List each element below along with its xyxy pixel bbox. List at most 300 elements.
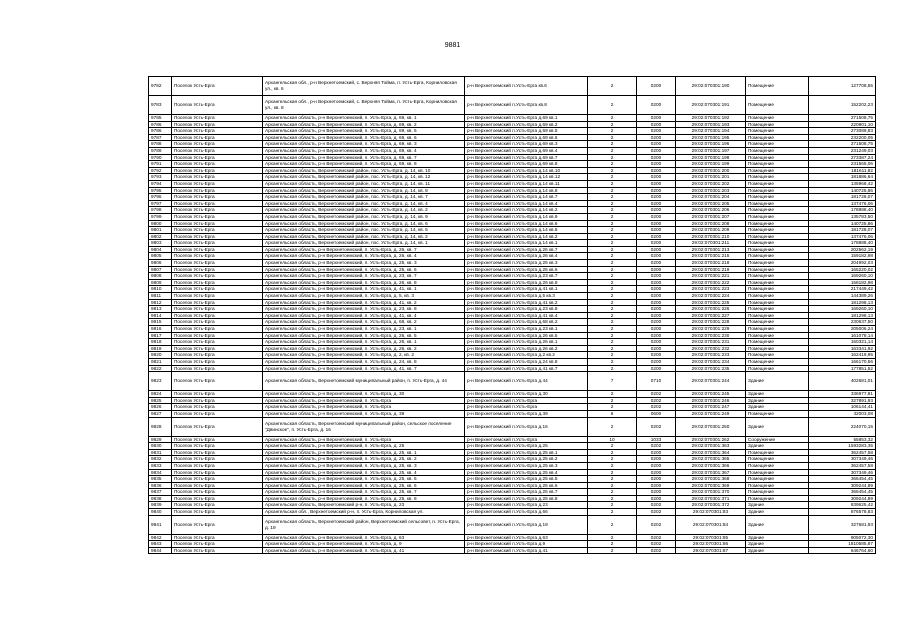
type-code: 0200 xyxy=(637,77,676,96)
full-address: Архангельская область, Верхнетоемский район, пос. Усть-Ерга, д. 14, кв. 12 xyxy=(263,174,465,181)
type-code: 0202 xyxy=(637,502,676,509)
full-address: Архангельская область, р-н Верхнетоемский, п. Усть-Ерга, д. 23, кв. 8 xyxy=(263,306,465,313)
short-address: р-н Верхнетоемский п.Усть-Ерга д.25 кв.1 xyxy=(465,449,588,456)
cadastral-value: 220901,10 xyxy=(809,121,876,128)
type-code: 0200 xyxy=(637,187,676,194)
row-id: 9788 xyxy=(149,141,172,148)
type-code: 0200 xyxy=(637,286,676,293)
cadastral-number: 29:02:070301:247 xyxy=(676,404,746,411)
full-address: Архангельская область, р-н Верхнетоемский, п. Усть-Ерга, д. 41, кв. 4 xyxy=(263,312,465,319)
short-address: р-н Верхнетоемский п.Усть-Ерга д.26 кв.1 xyxy=(465,339,588,346)
category-code: 2 xyxy=(588,227,637,234)
cadastral-value: 224070,15 xyxy=(809,417,876,436)
full-address: Архангельская область, Верхнетоемский район, пос. Усть-Ерга, д. 14, кв. 6 xyxy=(263,220,465,227)
type-code: 0200 xyxy=(637,273,676,280)
full-address: Архангельская область, р-н Верхнетоемский, п. Усть-Ерга, д. 25, кв. 5 xyxy=(263,476,465,483)
settlement-name: Поселок Усть-Ерга xyxy=(172,306,263,313)
cadastral-value: 205006,24 xyxy=(809,326,876,333)
cadastral-value: 309244,89 xyxy=(809,495,876,502)
cadastral-value: 876578,83 xyxy=(809,509,876,516)
category-code: 2 xyxy=(588,404,637,411)
category-code: 2 xyxy=(588,207,637,214)
object-type: Помещение xyxy=(746,167,809,174)
short-address: р-н Верхнетоемский п.Усть-Ерга д.25 кв.4 xyxy=(465,469,588,476)
row-id: 9818 xyxy=(149,339,172,346)
object-type: Помещение xyxy=(746,273,809,280)
short-address: р-н Верхнетоемский п.Усть-Ерга д.25 xyxy=(465,443,588,450)
cadastral-number: 29:02:070301:205 xyxy=(676,200,746,207)
cadastral-value: 106144,41 xyxy=(809,404,876,411)
settlement-name: Поселок Усть-Ерга xyxy=(172,372,263,391)
short-address: р-н Верхнетоемский п.Усть-Ерга д.69 кв.6 xyxy=(465,134,588,141)
object-type: Помещение xyxy=(746,469,809,476)
category-code: 2 xyxy=(588,260,637,267)
type-code: 0200 xyxy=(637,260,676,267)
cadastral-number: 29:02:070301:229 xyxy=(676,326,746,333)
settlement-name: Поселок Усть-Ерга xyxy=(172,495,263,502)
cadastral-value: 646764,60 xyxy=(809,547,876,554)
table-row xyxy=(149,312,876,319)
category-code: 2 xyxy=(588,167,637,174)
object-type: Помещение xyxy=(746,358,809,365)
row-id: 9805 xyxy=(149,253,172,260)
type-code: 0200 xyxy=(637,312,676,319)
cadastral-number: 29:02:070301:86 xyxy=(676,541,746,548)
type-code: 0200 xyxy=(637,240,676,247)
category-code: 2 xyxy=(588,306,637,313)
full-address: Архангельская область, Верхнетоемский район, пос. Усть-Ерга, д. 14, кв. 2 xyxy=(263,207,465,214)
full-address: Архангельская область, р-н Верхнетоемский, п. Усть-Ерга, д. 69, кв. 5 xyxy=(263,128,465,135)
cadastral-value: 169260,10 xyxy=(809,306,876,313)
settlement-name: Поселок Усть-Ерга xyxy=(172,207,263,214)
type-code: 0200 xyxy=(637,293,676,300)
cadastral-value: 177851,52 xyxy=(809,365,876,372)
cadastral-number: 29:02:070301:195 xyxy=(676,134,746,141)
cadastral-number: 29:02:070301:366 xyxy=(676,462,746,469)
short-address: р-н Верхнетоемский п.Усть-Ерга д.25 кв.8 xyxy=(465,495,588,502)
category-code: 2 xyxy=(588,509,637,516)
object-type: Помещение xyxy=(746,482,809,489)
table-row xyxy=(149,147,876,154)
table-row xyxy=(149,273,876,280)
cadastral-number: 29:02:070301:198 xyxy=(676,154,746,161)
cadastral-value: 327891,93 xyxy=(809,397,876,404)
cadastral-value: 273089,83 xyxy=(809,128,876,135)
object-type: Помещение xyxy=(746,345,809,352)
cadastral-value: 1810585,87 xyxy=(809,541,876,548)
object-type: Помещение xyxy=(746,200,809,207)
cadastral-number: 29:02:070301:199 xyxy=(676,161,746,168)
category-code: 2 xyxy=(588,253,637,260)
category-code: 2 xyxy=(588,279,637,286)
type-code: 0200 xyxy=(637,469,676,476)
cadastral-value: 307349,46 xyxy=(809,469,876,476)
short-address: р-н Верхнетоемский п.Усть-Ерга д.25 кв.3 xyxy=(465,260,588,267)
short-address: р-н Верхнетоемский п.Усть-Ерга кв.8 xyxy=(465,96,588,115)
settlement-name: Поселок Усть-Ерга xyxy=(172,96,263,115)
full-address: Архангельская область, р-н Верхнетоемский, п. Усть-Ерга, д. 39 xyxy=(263,410,465,417)
row-id: 9801 xyxy=(149,227,172,234)
type-code: 0200 xyxy=(637,167,676,174)
type-code: 0200 xyxy=(637,462,676,469)
table-row xyxy=(149,541,876,548)
short-address: р-н Верхнетоемский п.Усть-Ерга д.69 кв.1 xyxy=(465,115,588,122)
category-code: 2 xyxy=(588,128,637,135)
settlement-name: Поселок Усть-Ерга xyxy=(172,345,263,352)
cadastral-number: 29:02:070301:207 xyxy=(676,213,746,220)
short-address: р-н Верхнетоемский п.Усть-Ерга д.14 кв.7 xyxy=(465,194,588,201)
cadastral-value: 181886,64 xyxy=(809,174,876,181)
category-code: 2 xyxy=(588,534,637,541)
table-row xyxy=(149,476,876,483)
full-address: Архангельская область, р-н Верхнетоемский, п. Усть-Ерга xyxy=(263,397,465,404)
short-address: р-н Верхнетоемский п.Усть-Ерга д.14 кв.12 xyxy=(465,174,588,181)
category-code: 2 xyxy=(588,482,637,489)
short-address: р-н Верхнетоемский п.Усть-Ерга д.63 xyxy=(465,534,588,541)
cadastral-value: 231565,06 xyxy=(809,161,876,168)
row-id: 9822 xyxy=(149,365,172,372)
object-type: Помещение xyxy=(746,312,809,319)
cadastral-value: 127708,55 xyxy=(809,77,876,96)
object-type: Здание xyxy=(746,417,809,436)
object-type: Помещение xyxy=(746,77,809,96)
table-row xyxy=(149,134,876,141)
cadastral-value: 152202,23 xyxy=(809,96,876,115)
table-row xyxy=(149,502,876,509)
cadastral-value: 217449,42 xyxy=(809,286,876,293)
row-id: 9783 xyxy=(149,96,172,115)
table-row xyxy=(149,180,876,187)
object-type: Помещение xyxy=(746,299,809,306)
full-address: Архангельская область, Верхнетоемский район, пос. Усть-Ерга, д. 14, кв. 4 xyxy=(263,200,465,207)
type-code: 0202 xyxy=(637,509,676,516)
cadastral-number: 29:02:070301:192 xyxy=(676,115,746,122)
row-id: 9828 xyxy=(149,417,172,436)
row-id: 9782 xyxy=(149,77,172,96)
cadastral-number: 29:02:070301:370 xyxy=(676,489,746,496)
type-code: 0200 xyxy=(637,115,676,122)
short-address: р-н Верхнетоемский п.Усть-Ерга д.14 кв.9 xyxy=(465,213,588,220)
object-type: Помещение xyxy=(746,115,809,122)
row-id: 9785 xyxy=(149,115,172,122)
type-code: 0200 xyxy=(637,220,676,227)
category-code: 2 xyxy=(588,200,637,207)
settlement-name: Поселок Усть-Ерга xyxy=(172,319,263,326)
category-code: 2 xyxy=(588,180,637,187)
object-type: Помещение xyxy=(746,339,809,346)
full-address: Архангельская область, р-н Верхнетоемский, п. Усть-Ерга, д. 5, кв. 3 xyxy=(263,293,465,300)
type-code: 0200 xyxy=(637,128,676,135)
cadastral-number: 29:02:070301:194 xyxy=(676,128,746,135)
settlement-name: Поселок Усть-Ерга xyxy=(172,312,263,319)
row-id: 9839 xyxy=(149,502,172,509)
table-row xyxy=(149,547,876,554)
cadastral-value: 271508,75 xyxy=(809,115,876,122)
short-address: р-н Верхнетоемский п.Усть-Ерга д.25 кв.2 xyxy=(465,456,588,463)
cadastral-value: 163341,92 xyxy=(809,345,876,352)
cadastral-value: 169260,10 xyxy=(809,273,876,280)
type-code: 0200 xyxy=(637,365,676,372)
full-address: Архангельская область, р-н Верхнетоемский, п. Усть-Ерга, д. 26, кв. 4 xyxy=(263,253,465,260)
settlement-name: Поселок Усть-Ерга xyxy=(172,77,263,96)
full-address: Архангельская область, р-н Верхнетоемский, п. Усть-Ерга, д. 69, кв. 2 xyxy=(263,121,465,128)
cadastral-number: 29:02:070301:211 xyxy=(676,240,746,247)
row-id: 9792 xyxy=(149,167,172,174)
short-address: р-н Верхнетоемский п.Усть-Ерга д.23 кв.7 xyxy=(465,273,588,280)
object-type: Помещение xyxy=(746,141,809,148)
table-row xyxy=(149,240,876,247)
table-row xyxy=(149,397,876,404)
table-row xyxy=(149,233,876,240)
short-address: р-н Верхнетоемский п.Усть-Ерга д.14 кв.10 xyxy=(465,167,588,174)
settlement-name: Поселок Усть-Ерга xyxy=(172,358,263,365)
row-id: 9834 xyxy=(149,469,172,476)
table-row xyxy=(149,495,876,502)
cadastral-number: 29:02:070301:226 xyxy=(676,306,746,313)
settlement-name: Поселок Усть-Ерга xyxy=(172,240,263,247)
table-row xyxy=(149,246,876,253)
cadastral-number: 29:02:070301:193 xyxy=(676,121,746,128)
cadastral-number: 29:02:070301:200 xyxy=(676,167,746,174)
cadastral-value: 160321,14 xyxy=(809,339,876,346)
table-row xyxy=(149,436,876,443)
short-address: р-н Верхнетоемский п.Усть-Ерга д.69 кв.3 xyxy=(465,141,588,148)
table-row xyxy=(149,515,876,534)
full-address: Архангельская область, Верхнетоемский район, пос. Усть-Ерга, д. 14, кв. 1 xyxy=(263,240,465,247)
type-code: 0200 xyxy=(637,194,676,201)
row-id: 9802 xyxy=(149,233,172,240)
type-code: 0200 xyxy=(637,161,676,168)
cadastral-value: 135783,50 xyxy=(809,213,876,220)
cadastral-number: 29:02:070301:218 xyxy=(676,260,746,267)
row-id: 9787 xyxy=(149,134,172,141)
type-code: 0200 xyxy=(637,489,676,496)
settlement-name: Поселок Усть-Ерга xyxy=(172,293,263,300)
full-address: Архангельская область, Верхнетоемский район, пос. Усть-Ерга, д. 14, кв. 8 xyxy=(263,187,465,194)
settlement-name: Поселок Усть-Ерга xyxy=(172,541,263,548)
table-row xyxy=(149,286,876,293)
row-id: 9803 xyxy=(149,240,172,247)
full-address: Архангельская область, р-н Верхнетоемский, п. Усть-Ерга xyxy=(263,404,465,411)
cadastral-number: 29:02:070301:369 xyxy=(676,482,746,489)
cadastral-value: 905072,30 xyxy=(809,534,876,541)
category-code: 2 xyxy=(588,273,637,280)
table-row xyxy=(149,443,876,450)
row-id: 9796 xyxy=(149,194,172,201)
full-address: Архангельская область, р-н Верхнетоемский, п. Усть-Ерга, д. 69, кв. 3 xyxy=(263,141,465,148)
cadastral-number: 29:02:070301:365 xyxy=(676,456,746,463)
type-code: 0200 xyxy=(637,476,676,483)
object-type: Помещение xyxy=(746,365,809,372)
cadastral-number: 29:02:070301:191 xyxy=(676,96,746,115)
short-address: р-н Верхнетоемский п.Усть-Ерга д.69 кв.2 xyxy=(465,121,588,128)
table-row xyxy=(149,260,876,267)
short-address: р-н Верхнетоемский п.Усть-Ерга д.26 кв.5 xyxy=(465,332,588,339)
cadastral-number: 29:02:070301:219 xyxy=(676,266,746,273)
row-id: 9844 xyxy=(149,547,172,554)
table-row xyxy=(149,332,876,339)
full-address: Архангельская область, р-н Верхнетоемский, п. Усть-Ерга, д. 68, кв. 2 xyxy=(263,319,465,326)
short-address: р-н Верхнетоемский п.Усть-Ерга xyxy=(465,404,588,411)
object-type: Здание xyxy=(746,541,809,548)
cadastral-value: 366454,45 xyxy=(809,489,876,496)
full-address: Архангельская область, р-н Верхнетоемский, п. Усть-Ерга, д. 24, кв. 8 xyxy=(263,358,465,365)
category-code: 2 xyxy=(588,417,637,436)
settlement-name: Поселок Усть-Ерга xyxy=(172,260,263,267)
category-code: 2 xyxy=(588,194,637,201)
row-id: 9810 xyxy=(149,286,172,293)
row-id: 9816 xyxy=(149,326,172,333)
settlement-name: Поселок Усть-Ерга xyxy=(172,286,263,293)
object-type: Помещение xyxy=(746,476,809,483)
object-type: Помещение xyxy=(746,449,809,456)
type-code: 0200 xyxy=(637,174,676,181)
full-address: Архангельская область, р-н Верхнетоемский, п. Усть-Ерга, д. 25, кв. 7 xyxy=(263,489,465,496)
short-address: р-н Верхнетоемский п.Усть-Ерга д.44 xyxy=(465,372,588,391)
type-code: 0202 xyxy=(637,534,676,541)
table-row xyxy=(149,482,876,489)
cadastral-value: 307349,46 xyxy=(809,456,876,463)
object-type: Помещение xyxy=(746,147,809,154)
cadastral-value: 230637,50 xyxy=(809,319,876,326)
category-code: 2 xyxy=(588,502,637,509)
table-row xyxy=(149,410,876,417)
type-code: 0200 xyxy=(637,495,676,502)
category-code: 2 xyxy=(588,213,637,220)
object-type: Помещение xyxy=(746,306,809,313)
type-code: 0200 xyxy=(637,482,676,489)
object-type: Помещение xyxy=(746,462,809,469)
object-type: Здание xyxy=(746,443,809,450)
row-id: 9806 xyxy=(149,260,172,267)
registry-table xyxy=(148,76,876,554)
short-address: р-н Верхнетоемский п.Усть-Ерга д.39 xyxy=(465,410,588,417)
type-code: 0200 xyxy=(637,306,676,313)
full-address: Архангельская область, р-н Верхнетоемский, п. Усть-Ерга, д. 69, кв. 7 xyxy=(263,154,465,161)
short-address: р-н Верхнетоемский п.Усть-Ерга д.69 кв.7 xyxy=(465,154,588,161)
cadastral-number: 29:02:070301:233 xyxy=(676,352,746,359)
object-type: Помещение xyxy=(746,121,809,128)
row-id: 9836 xyxy=(149,482,172,489)
object-type: Помещение xyxy=(746,180,809,187)
object-type: Помещение xyxy=(746,253,809,260)
cadastral-value: 165220,02 xyxy=(809,266,876,273)
category-code: 2 xyxy=(588,187,637,194)
full-address: Архангельская область, р-н Верхнетоемский, п. Усть-Ерга, д. 25 xyxy=(263,443,465,450)
row-id: 9826 xyxy=(149,404,172,411)
cadastral-number: 29:02:070301:84 xyxy=(676,515,746,534)
cadastral-value: 178888,40 xyxy=(809,207,876,214)
category-code: 2 xyxy=(588,462,637,469)
short-address: р-н Верхнетоемский п.Усть-Ерга д.26 кв.8 xyxy=(465,279,588,286)
table-row xyxy=(149,96,876,115)
cadastral-value: 140725,86 xyxy=(809,220,876,227)
cadastral-number: 29:02:070301:210 xyxy=(676,233,746,240)
row-id: 9813 xyxy=(149,306,172,313)
category-code: 2 xyxy=(588,332,637,339)
short-address: р-н Верхнетоемский п.Усть-Ерга д.25 кв.6 xyxy=(465,266,588,273)
category-code: 2 xyxy=(588,233,637,240)
object-type: Помещение xyxy=(746,326,809,333)
cadastral-number: 29:02:070301:197 xyxy=(676,147,746,154)
table-row xyxy=(149,220,876,227)
object-type: Помещение xyxy=(746,207,809,214)
short-address: р-н Верхнетоемский п.Усть-Ерга д.26 кв.4 xyxy=(465,253,588,260)
full-address: Архангельская область, р-н Верхнетоемский, п. Усть-Ерга, д. 41, кв. 7 xyxy=(263,365,465,372)
cadastral-number: 29:02:070301:232 xyxy=(676,345,746,352)
settlement-name: Поселок Усть-Ерга xyxy=(172,449,263,456)
object-type: Здание xyxy=(746,397,809,404)
cadastral-value: 137476,06 xyxy=(809,200,876,207)
short-address: р-н Верхнетоемский п.Усть-Ерга д.19 xyxy=(465,515,588,534)
row-id: 9804 xyxy=(149,246,172,253)
settlement-name: Поселок Усть-Ерга xyxy=(172,476,263,483)
table-row xyxy=(149,227,876,234)
settlement-name: Поселок Усть-Ерга xyxy=(172,147,263,154)
cadastral-number: 29:02:070301:202 xyxy=(676,180,746,187)
type-code: 0202 xyxy=(637,541,676,548)
object-type: Здание xyxy=(746,534,809,541)
settlement-name: Поселок Усть-Ерга xyxy=(172,220,263,227)
table-row xyxy=(149,174,876,181)
category-code: 2 xyxy=(588,495,637,502)
category-code: 2 xyxy=(588,134,637,141)
row-id: 9812 xyxy=(149,299,172,306)
row-id: 9807 xyxy=(149,266,172,273)
settlement-name: Поселок Усть-Ерга xyxy=(172,436,263,443)
category-code: 2 xyxy=(588,456,637,463)
settlement-name: Поселок Усть-Ерга xyxy=(172,187,263,194)
cadastral-value: 1593283,35 xyxy=(809,443,876,450)
category-code: 2 xyxy=(588,541,637,548)
table-row xyxy=(149,194,876,201)
full-address: Архангельская область, р-н Верхнетоемский, п. Усть-Ерга, д. 26, кв. 7 xyxy=(263,246,465,253)
type-code: 0710 xyxy=(637,372,676,391)
cadastral-value: 55853,32 xyxy=(809,436,876,443)
row-id: 9821 xyxy=(149,358,172,365)
table-row xyxy=(149,404,876,411)
table-row xyxy=(149,456,876,463)
row-id: 9838 xyxy=(149,495,172,502)
category-code: 2 xyxy=(588,147,637,154)
row-id: 9819 xyxy=(149,345,172,352)
cadastral-value: 366454,45 xyxy=(809,476,876,483)
category-code: 2 xyxy=(588,174,637,181)
short-address: р-н Верхнетоемский п.Усть-Ерга д.14 кв.11 xyxy=(465,180,588,187)
object-type: Помещение xyxy=(746,128,809,135)
settlement-name: Поселок Усть-Ерга xyxy=(172,174,263,181)
settlement-name: Поселок Усть-Ерга xyxy=(172,502,263,509)
cadastral-value: 402681,01 xyxy=(809,372,876,391)
table-row xyxy=(149,462,876,469)
type-code: 0200 xyxy=(637,207,676,214)
category-code: 2 xyxy=(588,339,637,346)
type-code: 0200 xyxy=(637,121,676,128)
cadastral-number: 29:02:070301:204 xyxy=(676,194,746,201)
cadastral-value: 181728,07 xyxy=(809,227,876,234)
full-address: Архангельская область, р-н Верхнетоемский, п. Усть-Ерга, д. 25, кв. 8 xyxy=(263,495,465,502)
settlement-name: Поселок Усть-Ерга xyxy=(172,534,263,541)
type-code: 0200 xyxy=(637,326,676,333)
settlement-name: Поселок Усть-Ерга xyxy=(172,469,263,476)
type-code: 0200 xyxy=(637,319,676,326)
row-id: 9794 xyxy=(149,180,172,187)
cadastral-number: 29:02:070301:245 xyxy=(676,391,746,398)
object-type: Помещение xyxy=(746,233,809,240)
cadastral-value: 181298,13 xyxy=(809,312,876,319)
category-code: 2 xyxy=(588,547,637,554)
row-id: 9843 xyxy=(149,541,172,548)
